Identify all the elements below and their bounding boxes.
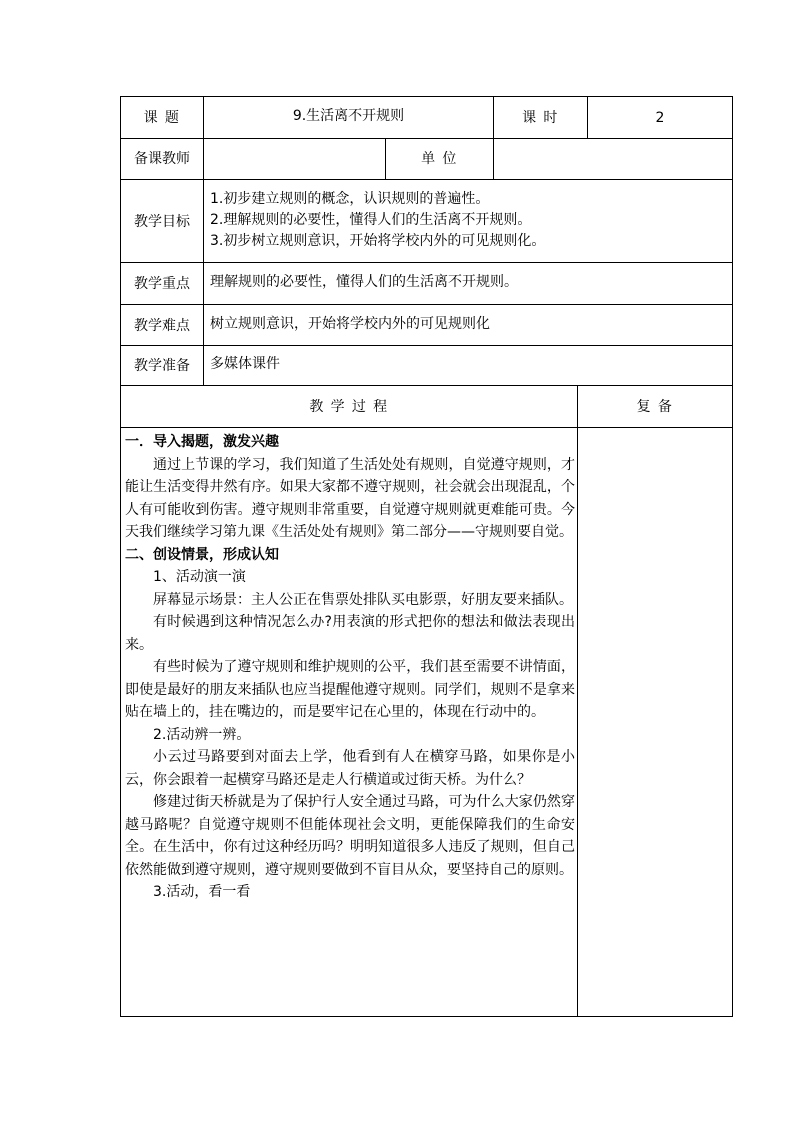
table-border: [577, 385, 578, 1017]
section-heading: 二、创设情景，形成认知: [125, 546, 279, 563]
table-border: [120, 304, 733, 305]
key-point-value: 理解规则的必要性，懂得人们的生活离不开规则。: [210, 274, 518, 290]
objective-item: 3.初步树立规则意识，开始将学校内外的可见规则化。: [210, 233, 546, 249]
activity-title: 3.活动，看一看: [153, 884, 251, 900]
table-border: [203, 96, 204, 385]
paragraph: 修建过街天桥就是为了保护行人安全通过马路，可为什么大家仍然穿越马路呢？自觉遵守规则不但能体现社会文明，更能保障我们的生命安全。在生活中，你有过这种经历吗？明明知道很多人违反了规则，但自己依然能做到遵守规则，遵守规则要做到不盲目从众，要坚持自己的原则。: [125, 794, 575, 878]
objective-item: 1.初步建立规则的概念，认识规则的普遍性。: [210, 191, 490, 207]
objectives-list: [210, 189, 730, 252]
paragraph: 有时候遇到这种情况怎么办?用表演的形式把你的想法和做法表现出来。: [125, 614, 575, 653]
paragraph: 通过上节课的学习，我们知道了生活处处有规则，自觉遵守规则，才能让生活变得井然有序。如果大家都不遵守规则，社会就会出现混乱，个人有可能收到伤害。遵守规则非常重要，自觉遵守规则就更难能可贵。今天我们继续学习第九课《生活处处有规则》第二部分——守规则要自觉。: [125, 456, 575, 540]
table-border: [493, 138, 494, 179]
process-label: 教 学 过 程: [309, 399, 389, 415]
period-value: 2: [655, 110, 665, 126]
table-border: [120, 96, 733, 97]
paragraph: 屏幕显示场景：主人公正在售票处排队买电影票，好朋友要来插队。: [153, 591, 573, 608]
table-border: [120, 262, 733, 263]
paragraph: 小云过马路要到对面去上学，他看到有人在横穿马路，如果你是小云，你会跟着一起横穿马路还是走人行横道或过街天桥。为什么？: [125, 749, 575, 788]
table-border: [732, 96, 733, 1017]
objectives-label: 教学目标: [134, 214, 190, 230]
table-border: [120, 179, 733, 180]
table-border: [120, 427, 733, 428]
table-border: [120, 96, 121, 1017]
activity-title: 1、活动演一演: [153, 569, 246, 585]
unit-label: 单 位: [421, 151, 458, 167]
topic-label: 课 题: [143, 110, 181, 126]
objective-item: 2.理解规则的必要性，懂得人们的生活离不开规则。: [210, 212, 532, 228]
key-point-label: 教学重点: [134, 276, 190, 292]
table-border: [120, 385, 733, 386]
activity-title: 2.活动辨一辨。: [153, 726, 251, 743]
difficulty-label: 教学难点: [134, 318, 190, 334]
process-content: [125, 431, 575, 904]
topic-value: 9.生活离不开规则: [292, 108, 405, 124]
teacher-label: 备课教师: [134, 151, 190, 167]
preparation-value: 多媒体课件: [210, 356, 280, 372]
table-border: [120, 345, 733, 346]
paragraph: 有些时候为了遵守规则和维护规则的公平，我们甚至需要不讲情面，即使是最好的朋友来插队也应当提醒他遵守规则。同学们，规则不是拿来贴在墙上的，挂在嘴边的，而是要牢记在心里的，体现在行动中的。: [125, 659, 575, 720]
period-label: 课 时: [522, 110, 559, 126]
table-border: [120, 138, 733, 139]
section-heading: 一．导入揭题，激发兴趣: [125, 434, 279, 450]
notes-label: 复 备: [636, 399, 674, 415]
table-border: [120, 1016, 733, 1017]
preparation-label: 教学准备: [134, 358, 190, 374]
difficulty-value: 树立规则意识，开始将学校内外的可见规则化: [210, 316, 490, 332]
